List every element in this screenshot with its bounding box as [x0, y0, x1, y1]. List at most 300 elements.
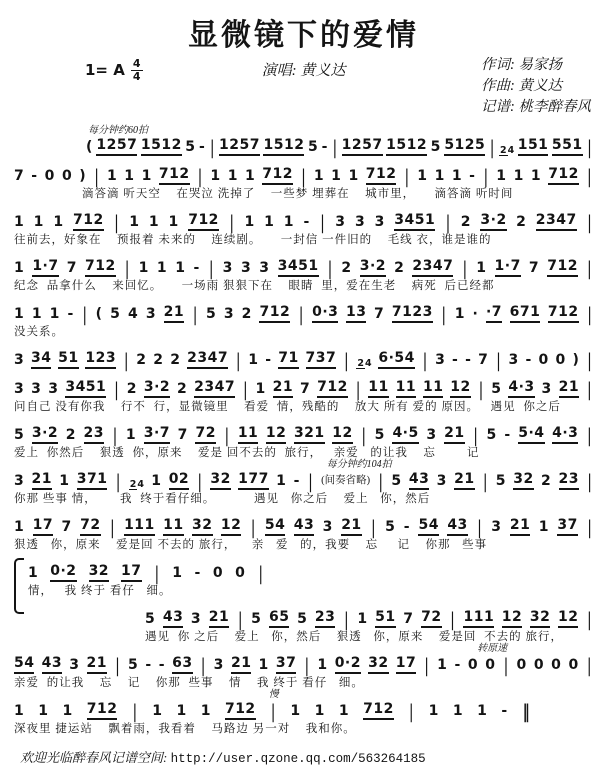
note-token: 1 — [14, 214, 25, 230]
note-token: 371 — [77, 471, 108, 490]
note-token: - — [501, 703, 508, 719]
notation-row — [14, 698, 593, 723]
note-token: - — [158, 657, 166, 673]
note-token: 3 — [190, 611, 202, 627]
note-token: 3 — [240, 260, 252, 276]
note-token: 4·3 — [508, 379, 534, 398]
score-line-3 — [14, 209, 593, 248]
note-token: 0 — [533, 657, 545, 673]
score-line-1 — [14, 125, 593, 159]
note-token: 32 — [530, 609, 550, 628]
note-token: 21 — [87, 655, 107, 674]
barline: | — [489, 137, 495, 159]
lyrics-row: 纪念 品拿什么 来回忆。 一场雨 狠狠下在 眼睛 里，爱在生老 病死 后已经都 — [14, 280, 495, 292]
note-token: 5 — [374, 427, 385, 443]
note-token: 12 — [332, 425, 352, 444]
note-token: 1 — [129, 214, 140, 230]
note-token: 21 — [164, 304, 184, 323]
note-token: 7 — [14, 168, 25, 184]
note-token: 1 — [454, 306, 465, 322]
barline: | — [343, 350, 349, 372]
barline: | — [378, 471, 384, 493]
note-token: 1 — [538, 519, 549, 535]
note-token: 5 — [206, 306, 217, 322]
note-token: 3 — [491, 519, 502, 535]
barline: | — [332, 137, 338, 159]
note-token: 3 — [541, 381, 552, 397]
note-token: 0 — [538, 352, 549, 368]
barline: | — [482, 471, 488, 493]
note-token: 737 — [306, 350, 337, 369]
note-token: 1 — [125, 427, 137, 443]
note-token: 1 — [53, 214, 64, 230]
note-token: 0 — [61, 168, 73, 184]
note-token: 3 — [322, 519, 333, 535]
page-title: 显微镜下的爱情 — [188, 19, 419, 52]
note-token: 1 — [210, 168, 221, 184]
note-token: 5 — [110, 306, 121, 322]
note-token: 1 — [33, 214, 44, 230]
note-token: 5 — [430, 139, 441, 155]
note-token: 51 — [58, 350, 78, 369]
note-token: ( — [95, 306, 103, 322]
note-token: 1257 — [96, 137, 137, 156]
footer-link[interactable]: http://user.qzone.qq.com/563264185 — [170, 752, 426, 766]
performer-credit: 演唱: 黄义达 — [261, 63, 346, 79]
credits-block — [481, 55, 591, 118]
barline: | — [124, 258, 130, 280]
note-token: - — [199, 139, 206, 155]
note-token: 2 — [170, 352, 181, 368]
note-token: 2347 — [536, 212, 577, 231]
note-token: 2347 — [187, 350, 228, 369]
barline: | — [197, 471, 203, 493]
notation-row — [14, 422, 593, 447]
barline: | — [208, 258, 214, 280]
notation-row — [14, 606, 593, 631]
barline: | — [496, 350, 501, 372]
note-token: 7 — [61, 519, 72, 535]
note-token: 1 — [317, 657, 328, 673]
tempo-marking: 每分钟约60拍 — [88, 125, 148, 136]
note-token: 1 — [49, 306, 60, 322]
score-line-10 — [14, 514, 593, 553]
note-token: 1 — [264, 214, 275, 230]
note-token: 712 — [547, 258, 578, 277]
note-token: 1 — [148, 214, 160, 230]
note-token: 3 — [426, 427, 437, 443]
barline: | — [445, 212, 451, 234]
note-token: 1 — [477, 703, 488, 719]
note-token: 0 — [516, 657, 527, 673]
note-token: 3 — [259, 260, 270, 276]
note-token: ( — [86, 139, 93, 155]
note-token: 1 — [31, 306, 43, 322]
note-token: 712 — [188, 212, 219, 231]
note-token: 3 — [31, 381, 42, 397]
note-token: 11 — [396, 379, 416, 398]
note-token: 54 — [14, 655, 34, 674]
note-token: - — [469, 168, 476, 184]
note-token: 4·5 — [392, 425, 418, 444]
note-token: ·7 — [486, 304, 502, 323]
barline: | — [123, 350, 129, 372]
barline: | — [473, 425, 478, 447]
note-token: 1 — [168, 214, 179, 230]
lyrics-row: 爱上 你然后 狠透 你，原来 爱是 回不去的 旅行， 亲爱 的让我 忘 记 — [14, 447, 480, 459]
note-token: 0 — [467, 657, 479, 673]
note-token: 7 — [374, 306, 385, 322]
note-token: - — [504, 427, 511, 443]
notation-row — [14, 301, 593, 326]
note-token: 21 — [209, 609, 229, 628]
note-token: 1 — [428, 703, 439, 719]
note-token: 23 — [315, 609, 335, 628]
barline: | — [298, 304, 304, 326]
note-token: 1 — [338, 703, 350, 719]
note-token: 1 — [476, 260, 487, 276]
note-token: 3·2 — [144, 379, 170, 398]
note-token: - — [303, 214, 310, 230]
score-body — [0, 120, 607, 737]
score-line-7 — [14, 376, 593, 415]
note-token: 7 — [66, 260, 77, 276]
note-token: - — [31, 168, 38, 184]
barline: | — [200, 655, 206, 677]
note-token: 712 — [363, 701, 394, 720]
note-token: 1 — [59, 473, 70, 489]
note-token: 37 — [276, 655, 296, 674]
lyrics-row: 亲爱 的让我 忘 记 你那 些事 情 我 终于 看仔 细。 — [14, 677, 364, 689]
note-token: 0 — [555, 352, 566, 368]
note-token: 1 — [151, 473, 162, 489]
note-token: 4·3 — [552, 425, 578, 444]
barline: | — [587, 304, 592, 326]
note-token: 21 — [273, 379, 293, 398]
notation-row — [14, 209, 593, 234]
note-token: 72 — [80, 517, 100, 536]
barline: | — [197, 166, 203, 188]
note-token: 3 — [436, 473, 447, 489]
notation-row — [14, 652, 593, 677]
barline: | — [192, 304, 198, 326]
note-token: 7 — [177, 427, 188, 443]
lyrics-row: 情， 我 终于 看仔 细。 — [28, 585, 172, 597]
note-token: 3 — [374, 214, 385, 230]
barline: | — [242, 379, 248, 401]
note-token: 21 — [231, 655, 251, 674]
note-token: 32 — [89, 563, 109, 582]
note-token: 5 — [251, 611, 262, 627]
barline: | — [132, 701, 138, 723]
barline: | — [503, 655, 509, 677]
note-token: 12 — [502, 609, 522, 628]
inline-time-signature: 24 — [129, 478, 144, 490]
note-token: 151 — [518, 137, 549, 156]
note-token: 43 — [447, 517, 467, 536]
note-token: 0 — [568, 657, 579, 673]
note-token: 1 — [14, 519, 25, 535]
note-token: 37 — [557, 517, 577, 536]
note-token: 21 — [341, 517, 361, 536]
barline: | — [371, 517, 376, 539]
note-token: 3 — [213, 657, 224, 673]
inline-time-signature: 24 — [357, 357, 372, 369]
score-line-14 — [14, 689, 593, 737]
barline: | — [441, 304, 447, 326]
note-token: 3·2 — [480, 212, 506, 231]
note-token: 1 — [496, 168, 507, 184]
note-token: 6·54 — [378, 350, 415, 369]
note-token: 5 — [307, 139, 319, 155]
note-token: 321 — [294, 425, 325, 444]
barline: | — [94, 166, 99, 188]
note-token: - — [193, 260, 200, 276]
footer-label: 欢迎光临醉春风记谱空间: — [20, 750, 171, 765]
barline: | — [115, 471, 121, 493]
note-token: 5·4 — [518, 425, 544, 444]
barline: | — [109, 517, 115, 539]
score-line-11 — [14, 560, 593, 599]
note-token: 1 — [244, 214, 255, 230]
barline: | — [270, 701, 276, 723]
lyrics-row: 遇见 你 之后 爱上 你，然后 狠透 你，原来 爱是回 不去的 旅行， — [145, 631, 563, 643]
note-token: 177 — [238, 471, 269, 490]
note-token: - — [293, 473, 300, 489]
barline: | — [344, 609, 349, 631]
tempo-marking: 转原速 — [477, 643, 508, 654]
note-token: 1·7 — [495, 258, 521, 277]
note-token: 5125 — [444, 137, 485, 156]
barline: | — [404, 166, 410, 188]
note-token: 21 — [454, 471, 474, 490]
barline: | — [250, 517, 256, 539]
note-token: 43 — [294, 517, 314, 536]
barline: | — [422, 350, 428, 372]
note-token: 3 — [48, 381, 59, 397]
credit-transcriber: 记谱: 桃李醉春风 — [481, 99, 591, 115]
note-token: 11 — [423, 379, 443, 398]
note-token: 712 — [366, 166, 397, 185]
note-token: 5 — [495, 473, 507, 489]
note-token: 2 — [241, 306, 252, 322]
barline: | — [235, 350, 241, 372]
note-token: 1 — [14, 260, 25, 276]
barline: | — [478, 379, 484, 401]
barline: | — [483, 166, 489, 188]
note-token: 1 — [530, 168, 542, 184]
note-token: - — [265, 352, 272, 368]
score-line-8 — [14, 422, 593, 461]
barline: | — [587, 471, 592, 493]
inline-time-signature: 24 — [499, 144, 515, 156]
notation-row — [14, 134, 593, 159]
note-token: 43 — [409, 471, 429, 490]
note-token: 3 — [14, 381, 25, 397]
note-token: 1 — [248, 352, 259, 368]
note-token: 17 — [121, 563, 141, 582]
note-token: 0 — [235, 565, 246, 581]
barline: | — [237, 609, 243, 631]
footer — [20, 747, 607, 766]
note-token: 43 — [42, 655, 62, 674]
note-token: 1 — [258, 657, 269, 673]
note-token: 3 — [222, 260, 233, 276]
tempo-marking: 每分钟约104拍 — [326, 459, 392, 470]
note-token: 5 — [385, 519, 396, 535]
note-token: - — [145, 657, 152, 673]
note-token: 1 — [172, 565, 183, 581]
lyrics-row: 问自己 没有你我 行不 行，显微镜里 看爱 情，残酷的 放大 所有 爱的 原因。 遇见 你之后 — [14, 401, 561, 413]
tempo-marking: 慢 — [268, 689, 279, 700]
note-token: 7 — [528, 260, 540, 276]
note-token: 17 — [396, 655, 416, 674]
note-token: 3 — [14, 352, 25, 368]
note-token: 3 — [69, 657, 80, 673]
barline: | — [355, 379, 361, 401]
barline: | — [586, 655, 592, 677]
note-token: 2 — [153, 352, 164, 368]
barline: | — [587, 212, 592, 234]
note-token: 2 — [541, 473, 552, 489]
note-token: 712 — [262, 166, 293, 185]
note-token: 1 — [348, 168, 359, 184]
note-token: 2 — [65, 427, 76, 443]
note-token: 2 — [516, 214, 527, 230]
note-token: 43 — [163, 609, 183, 628]
notation-row — [14, 468, 593, 493]
barline: | — [224, 425, 230, 447]
note-token: ) — [79, 168, 87, 184]
barline: | — [229, 212, 235, 234]
barline: | — [308, 471, 313, 493]
note-token: 1257 — [219, 137, 260, 156]
note-token: 1 — [245, 168, 256, 184]
note-token: 65 — [269, 609, 289, 628]
note-token: ) — [572, 352, 580, 368]
note-token: 3·7 — [144, 425, 170, 444]
note-token: 1 — [38, 703, 49, 719]
note-token: 21 — [444, 425, 464, 444]
barline: | — [408, 701, 414, 723]
note-token: 0 — [212, 565, 224, 581]
note-token: 1 — [28, 565, 39, 581]
note-token: 3 — [223, 306, 235, 322]
barline: | — [587, 609, 592, 631]
key-label: 1= A — [85, 61, 125, 80]
note-token: 5 — [185, 139, 196, 155]
inline-remark: (间奏省略) — [321, 474, 371, 486]
note-token: 1 — [451, 168, 463, 184]
note-token: 1512 — [386, 137, 427, 156]
notation-row — [14, 347, 593, 372]
note-token: 3451 — [394, 212, 435, 231]
note-token: 3 — [354, 214, 366, 230]
header — [0, 54, 607, 120]
credit-lyricist: 作词: 易家扬 — [481, 57, 563, 73]
note-token: 1 — [314, 703, 325, 719]
note-token: 712 — [73, 212, 104, 231]
note-token: 12 — [450, 379, 470, 398]
note-token: 5 — [145, 611, 156, 627]
note-token: 1257 — [342, 137, 383, 156]
note-token: 0 — [551, 657, 562, 673]
note-token: 2347 — [412, 258, 453, 277]
note-token: 5 — [14, 427, 25, 443]
barline: | — [209, 137, 215, 159]
barline: | — [114, 212, 119, 234]
note-token: · — [472, 306, 479, 322]
final-barline: ‖ — [522, 701, 530, 723]
note-token: - — [452, 352, 459, 368]
note-token: 2 — [126, 381, 137, 397]
lyrics-row: 狠透 你，原来 爱是回 不去的 旅行， 亲 爱 的，我要 忘 记 你那 些事 — [14, 539, 488, 551]
barline: | — [587, 517, 592, 539]
note-token: 5 — [127, 657, 139, 673]
barline: | — [587, 258, 592, 280]
note-token: 0 — [485, 657, 496, 673]
score-line-4 — [14, 255, 593, 294]
barline: | — [586, 379, 592, 401]
note-token: 54 — [265, 517, 285, 536]
barline: | — [258, 563, 264, 585]
note-token: 1 — [62, 703, 73, 719]
note-token: 671 — [510, 304, 541, 323]
note-token: 21 — [559, 379, 579, 398]
note-token: 32 — [368, 655, 388, 674]
note-token: 23 — [559, 471, 579, 490]
note-token: 1 — [156, 260, 168, 276]
note-token: 23 — [84, 425, 104, 444]
note-token: 1 — [434, 168, 445, 184]
note-token: 7 — [403, 611, 414, 627]
note-token: 1 — [138, 260, 149, 276]
note-token: - — [321, 139, 328, 155]
note-token: 72 — [195, 425, 215, 444]
note-token: 5 — [297, 611, 308, 627]
note-token: 3 — [145, 306, 157, 322]
note-token: 1 — [437, 657, 448, 673]
note-token: 3 — [14, 473, 25, 489]
note-token: 712 — [317, 379, 348, 398]
note-token: 1 — [452, 703, 464, 719]
note-token: 111 — [124, 517, 155, 536]
time-signature-bottom: 4 — [132, 69, 141, 83]
note-token: 72 — [421, 609, 441, 628]
barline: | — [586, 166, 592, 188]
note-token: 1·7 — [32, 258, 58, 277]
barline: | — [424, 655, 430, 677]
note-token: 2 — [341, 260, 352, 276]
lyrics-row: 深夜里 捷运站 飘着雨，我看着 马路边 另一对 我和你。 — [14, 723, 356, 735]
note-token: 11 — [368, 379, 388, 398]
note-token: 1 — [276, 473, 287, 489]
barline: | — [327, 258, 333, 280]
note-token: 1 — [14, 306, 25, 322]
barline: | — [361, 425, 367, 447]
note-token: 7 — [478, 352, 489, 368]
note-token: 1 — [14, 703, 25, 719]
lyrics-row: 你那 些事 情， 我 终于看仔细。 遇见 你之后 爱上 你，然后 — [14, 493, 431, 505]
barline: | — [587, 137, 592, 159]
note-token: 3 — [508, 352, 519, 368]
note-token: 712 — [259, 304, 290, 323]
barline: | — [320, 212, 325, 234]
barline: | — [477, 517, 482, 539]
lyrics-row: 滴答滴 听天空 在哭泣 洗掉了 一些梦 埋葬在 城市里， 滴答滴 听时间 — [82, 188, 514, 200]
barline: | — [115, 655, 120, 677]
note-token: 712 — [548, 304, 579, 323]
